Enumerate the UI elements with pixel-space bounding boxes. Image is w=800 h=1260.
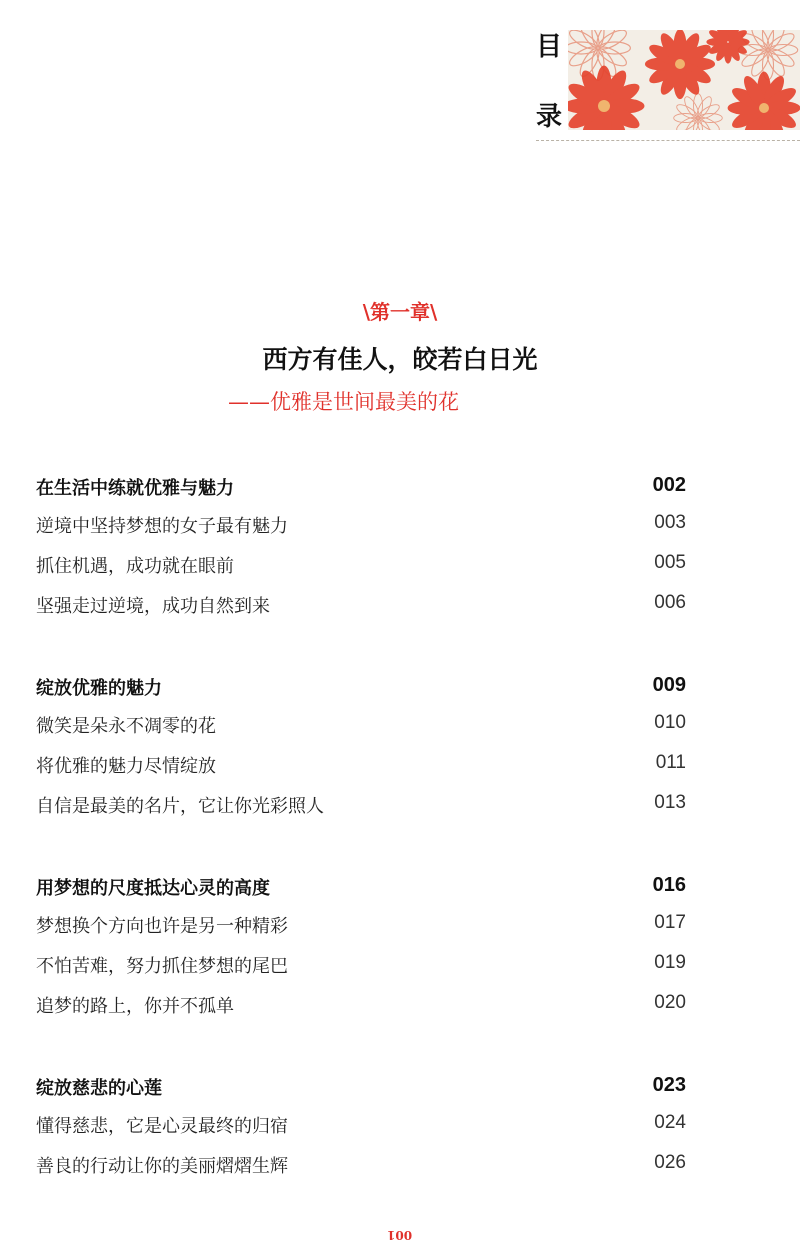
toc-section-title: 用梦想的尺度抵达心灵的高度: [36, 878, 270, 899]
toc-entry-page: 013: [654, 792, 686, 813]
toc-entry[interactable]: [0, 592, 800, 626]
toc-entry-page: 003: [654, 512, 686, 533]
toc-section-title: 在生活中练就优雅与魅力: [36, 478, 234, 499]
toc-entry[interactable]: [0, 712, 800, 746]
toc-entry-title: 微笑是朵永不凋零的花: [36, 716, 216, 737]
page-number: [0, 1228, 800, 1242]
chapter-title: 西方有佳人，皎若白日光: [262, 345, 538, 374]
toc-entry-page: 026: [654, 1152, 686, 1173]
toc-entry[interactable]: [0, 792, 800, 826]
toc-entry-page: 017: [654, 912, 686, 933]
toc-section-title: 绽放慈悲的心莲: [36, 1078, 162, 1099]
toc-entry-page: 019: [654, 952, 686, 973]
toc-entry[interactable]: [0, 952, 800, 986]
toc-entry-page: 020: [654, 992, 686, 1013]
toc-section-page: 016: [652, 874, 686, 896]
toc-entry-title: 自信是最美的名片，它让你光彩照人: [36, 796, 324, 817]
floral-decoration: [568, 30, 800, 130]
toc-entry[interactable]: [0, 1152, 800, 1186]
toc-section[interactable]: [0, 1074, 800, 1108]
toc-section-page: 023: [652, 1074, 686, 1096]
toc-entry-title: 追梦的路上，你并不孤单: [36, 996, 234, 1017]
toc-section-page: 009: [652, 674, 686, 696]
toc-section[interactable]: [0, 474, 800, 508]
toc-section-title: 绽放优雅的魅力: [36, 678, 162, 699]
toc-entry-page: 005: [654, 552, 686, 573]
contents-heading-char-2: 录: [536, 102, 563, 132]
toc-entry-title: 懂得慈悲，它是心灵最终的归宿: [36, 1116, 288, 1137]
toc-entry[interactable]: [0, 752, 800, 786]
toc-entry[interactable]: [0, 512, 800, 546]
toc-section[interactable]: [0, 674, 800, 708]
chapter-label: \第一章\: [362, 300, 438, 324]
toc-entry[interactable]: [0, 912, 800, 946]
toc-entry-page: 006: [654, 592, 686, 613]
toc-entry[interactable]: [0, 992, 800, 1026]
toc-section[interactable]: [0, 874, 800, 908]
toc-entry-title: 善良的行动让你的美丽熠熠生辉: [36, 1156, 288, 1177]
toc-entry-page: 010: [654, 712, 686, 733]
toc-entry[interactable]: [0, 552, 800, 586]
flower-pattern-icon: [568, 30, 800, 130]
chapter-subtitle: ——优雅是世间最美的花: [228, 390, 459, 414]
page-number-text: 001: [387, 1228, 413, 1242]
toc-entry-title: 逆境中坚持梦想的女子最有魅力: [36, 516, 288, 537]
header-divider: [536, 140, 800, 141]
toc-entry-title: 不怕苦难，努力抓住梦想的尾巴: [36, 956, 288, 977]
toc-section-page: 002: [652, 474, 686, 496]
toc-entry-title: 抓住机遇，成功就在眼前: [36, 556, 234, 577]
toc-entry-title: 将优雅的魅力尽情绽放: [36, 756, 216, 777]
contents-heading-char-1: 目: [536, 32, 563, 62]
toc-entry-page: 024: [654, 1112, 686, 1133]
toc-entry[interactable]: [0, 1112, 800, 1146]
toc-entry-title: 坚强走过逆境，成功自然到来: [36, 596, 270, 617]
toc-entry-title: 梦想换个方向也许是另一种精彩: [36, 916, 288, 937]
toc-entry-page: 011: [655, 752, 686, 773]
